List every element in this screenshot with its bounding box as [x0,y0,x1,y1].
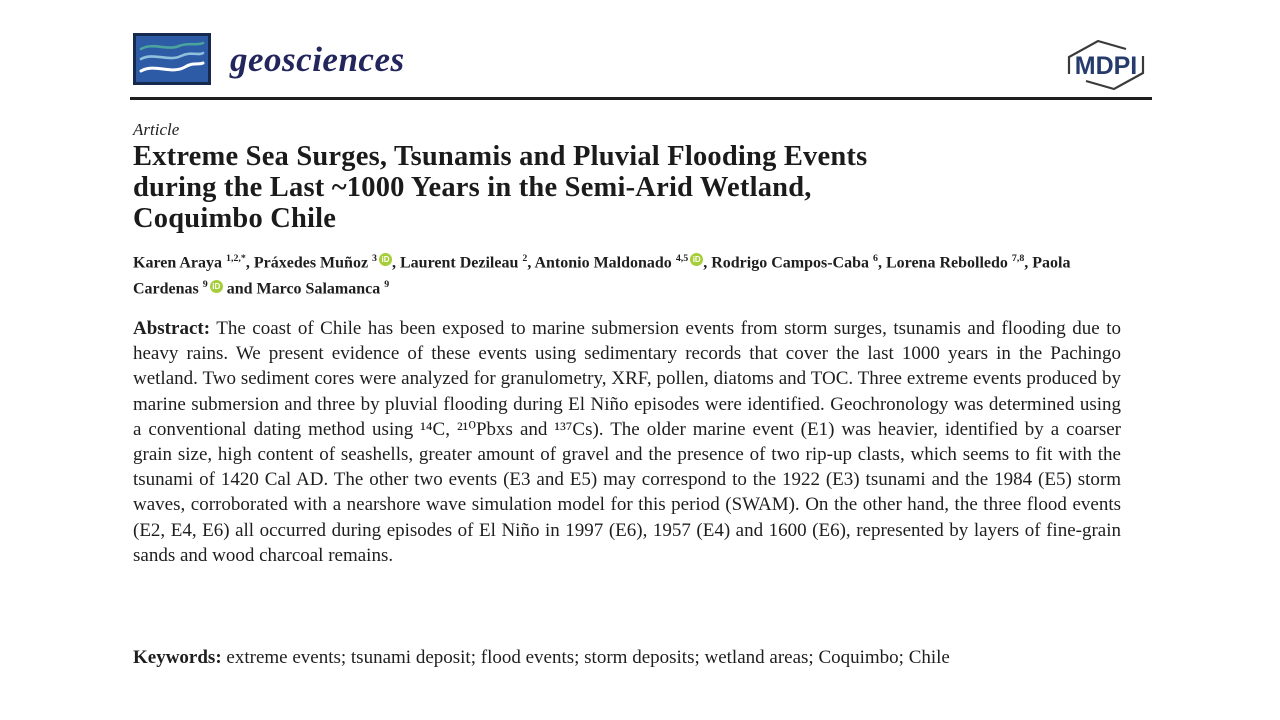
abstract-text: The coast of Chile has been exposed to marine submersion events from storm surges, tsunamis and flooding due to heavy rains. We present evidence of these events using sedimentary records that cover the last 1000 years in the Pachingo wetland. Two sediment cores were analyzed for granulometry, XRF, pollen, diatoms and TOC. Three extreme events produced by marine submersion and three by pluvial flooding during El Niño episodes were identified. Geochronology was determined using a conventional dating method using ¹⁴C, ²¹⁰Pbxs and ¹³⁷Cs). The older marine event (E1) was heavier, identified by a coarser grain size, high content of seashells, greater amount of gravel and the presence of two rip-up clasts, which seems to fit with the tsunami of 1420 Cal AD. The other two events (E3 and E5) may correspond to the 1922 (E3) tsunami and the 1984 (E5) storm waves, corroborated with a nearshore wave simulation model for this period (SWAM). On the other hand, the three flood events (E2, E4, E6) all occurred during episodes of El Niño in 1997 (E6), 1957 (E4) and 1600 (E6), represented by layers of fine-grain sands and wood charcoal remains. [133,318,1121,566]
keywords-paragraph [133,645,1121,671]
author-name: Marco Salamanca [256,280,381,298]
paper-title [133,141,1133,234]
mdpi-logo [1060,36,1152,99]
geosciences-logo [133,33,211,90]
author-affiliation-sup: 1,2,* [226,253,246,264]
mdpi-hexagon-icon [1060,36,1152,94]
author-name: Práxedes Muñoz [253,254,369,272]
author-name: Rodrigo Campos-Caba [711,254,869,272]
orcid-icon[interactable]: iD [210,280,223,293]
wave-logo-icon [133,33,211,85]
title-line-2: during the Last ~1000 Years in the Semi-Arid Wetland, [133,172,812,203]
author-list: Karen Araya $^{1,2,*}$, Práxedes Muñoz $^3$ iD , Laurent Dezileau $^2$, Antonio Maldonado $^{4,5}$ iD , Rodrigo Campos-Caba $^6$, Lorena Rebolledo $^{7,8}$, Paola Cardenas $^9$ iD and Marco Salamanca $^9$ [133,253,1071,298]
author-affiliation-sup: 7,8 [1011,253,1025,264]
author-name: Antonio Maldonado [534,254,672,272]
article-type-label: Article [133,120,180,139]
author-name: Paola Cardenas [133,254,1071,298]
author-affiliation-sup: 4,5 [675,253,689,264]
abstract-label: Abstract: [133,318,211,339]
title-line-3: Coquimbo Chile [133,203,337,234]
header-divider [130,97,1152,100]
author-name: Karen Araya [133,254,223,272]
title-line-1: Extreme Sea Surges, Tsunamis and Pluvial Flooding Events [133,141,868,172]
author-name: Lorena Rebolledo [885,254,1008,272]
orcid-icon[interactable]: iD [690,253,703,266]
author-affiliation-sup: 2 [522,253,528,264]
keywords-label: Keywords: [133,647,222,668]
abstract-paragraph [133,316,1121,568]
author-affiliation-sup: 6 [873,253,878,264]
keywords-text: extreme events; tsunami deposit; flood events; storm deposits; wetland areas; Coquimbo; Chile [226,647,950,668]
journal-name: geosciences [230,40,405,79]
mdpi-logo-text: MDPI [1074,52,1138,80]
author-affiliation-sup: 3 [372,253,377,264]
author-name: Laurent Dezileau [400,254,519,272]
author-affiliation-sup: 9 [202,279,208,291]
author-affiliation-sup: 9 [384,279,390,291]
orcid-icon[interactable]: iD [379,253,392,266]
